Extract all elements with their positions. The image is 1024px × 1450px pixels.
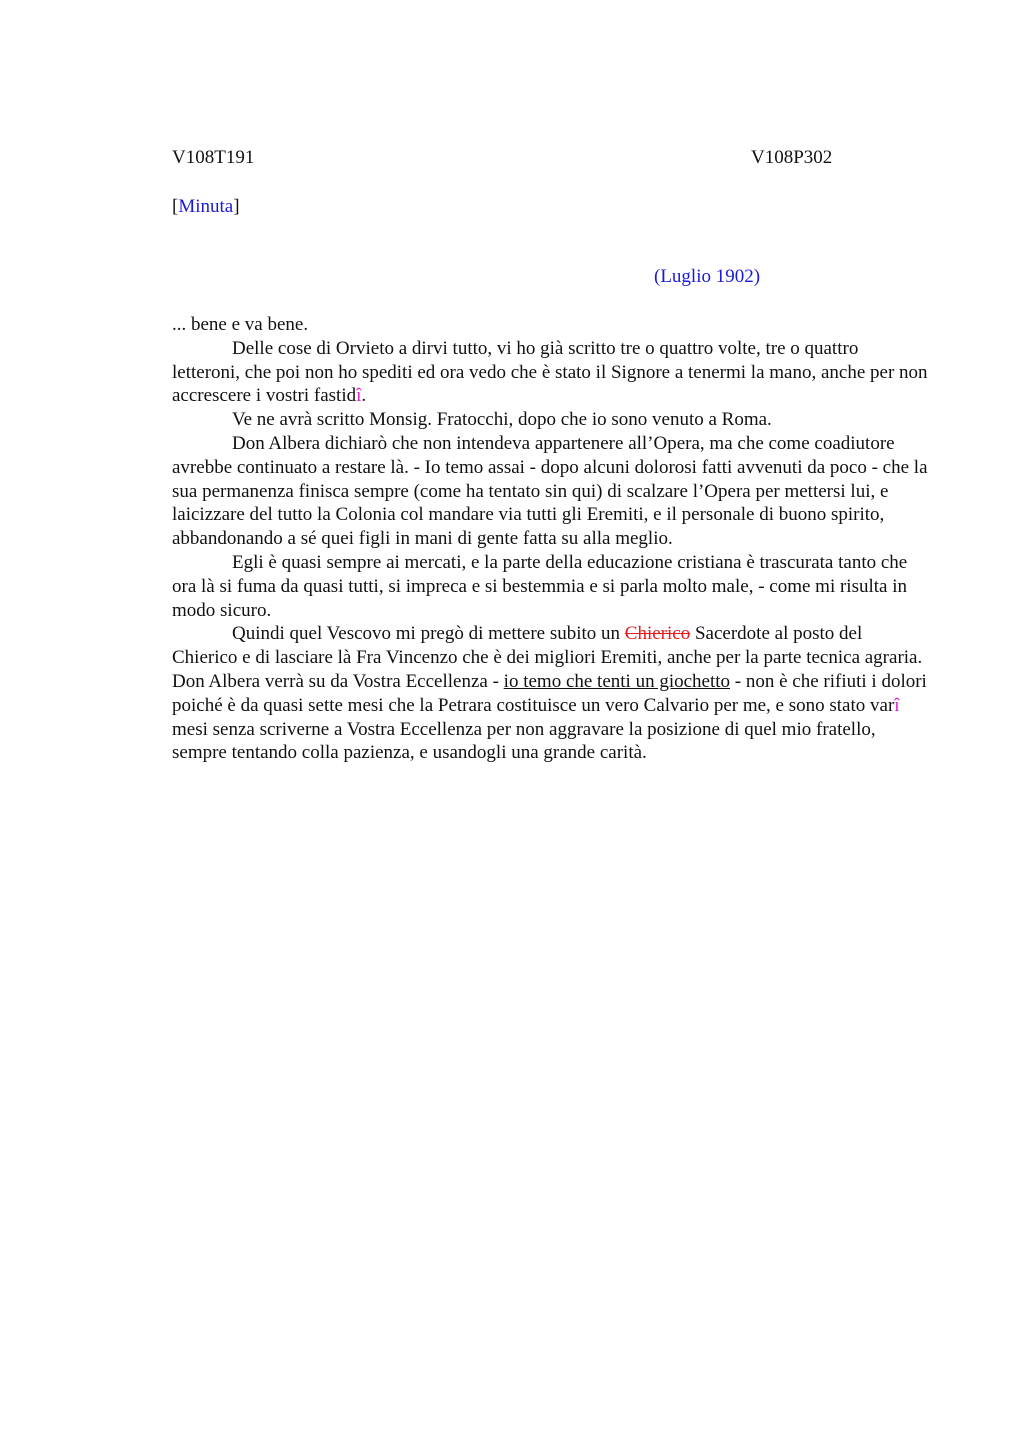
paragraph-7-text-c: mesi senza scriverne a Vostra Eccellenza per non aggravare la posizione di quel mio fratello, sempre tentando colla pazienza, e usandogli una grande carità. [172, 718, 876, 764]
reference-code-right: V108P302 [751, 147, 833, 168]
paragraph-4: Don Albera dichiarò che non intendeva appartenere all’Opera, ma che come coadiutore avrebbe continuato a restare là. - Io temo assai - dopo alcuni dolorosi fatti avvenuti da poco - che la sua permanenza finisca sempre (come ha tentato sin qui) di scalzare l’Opera per mettersi lui, e laicizzare del tutto la Colonia col mandare via tutti gli Eremiti, e il personale di buono spirito, abbandonando a sé quei figli in mani di gente fatta su alla meglio. [172, 432, 928, 550]
letter-body [172, 313, 928, 765]
paragraph-2 [172, 337, 928, 408]
letter-date: (Luglio 1902) [654, 266, 761, 287]
editorial-mark: î [894, 694, 900, 716]
paragraph-6-text-a: Quindi quel Vescovo mi pregò di mettere subito un [232, 623, 625, 645]
editorial-mark: î [356, 385, 362, 407]
reference-code-left: V108T191 [172, 147, 255, 168]
paragraph-7 [172, 670, 928, 765]
paragraph-5: Egli è quasi sempre ai mercati, e la parte della educazione cristiana è trascurata tanto che ora là si fuma da quasi tutti, si impreca e si bestemmia e si parla molto male, - come mi risulta in modo sicuro. [172, 551, 908, 621]
paragraph-2-end: . [361, 385, 367, 407]
paragraph-2-text: Delle cose di Orvieto a dirvi tutto, vi ho già scritto tre o quattro volte, tre o quattro letteroni, che poi non ho spediti ed ora vedo che è stato il Signore a tenermi la mano, anche per non accrescere i vostri fastid [172, 337, 928, 407]
bracket-close: ] [233, 196, 240, 217]
paragraph-6 [172, 622, 928, 670]
bracket-open: [ [172, 196, 179, 217]
paragraph-7-text-a: Don Albera verrà su da Vostra Eccellenza - [172, 670, 504, 692]
minuta-label [172, 195, 240, 219]
paragraph-7-text-b: - non è che rifiuti i dolori poiché è da quasi sette mesi che la Petrara costituisce un vero Calvario per me, e sono stato var [172, 670, 927, 716]
paragraph-6-text-b: Sacerdote al posto del Chierico e di lasciare là Fra Vincenzo che è dei migliori Eremiti, anche per la parte tecnica agraria. [172, 623, 923, 669]
minuta-text: Minuta [178, 196, 234, 217]
paragraph-3: Ve ne avrà scritto Monsig. Fratocchi, dopo che io sono venuto a Roma. [232, 409, 772, 431]
paragraph-1: ... bene e va bene. [172, 314, 309, 335]
struck-word: Chierico [624, 623, 691, 645]
underlined-phrase: io temo che tenti un giochetto [503, 670, 731, 692]
